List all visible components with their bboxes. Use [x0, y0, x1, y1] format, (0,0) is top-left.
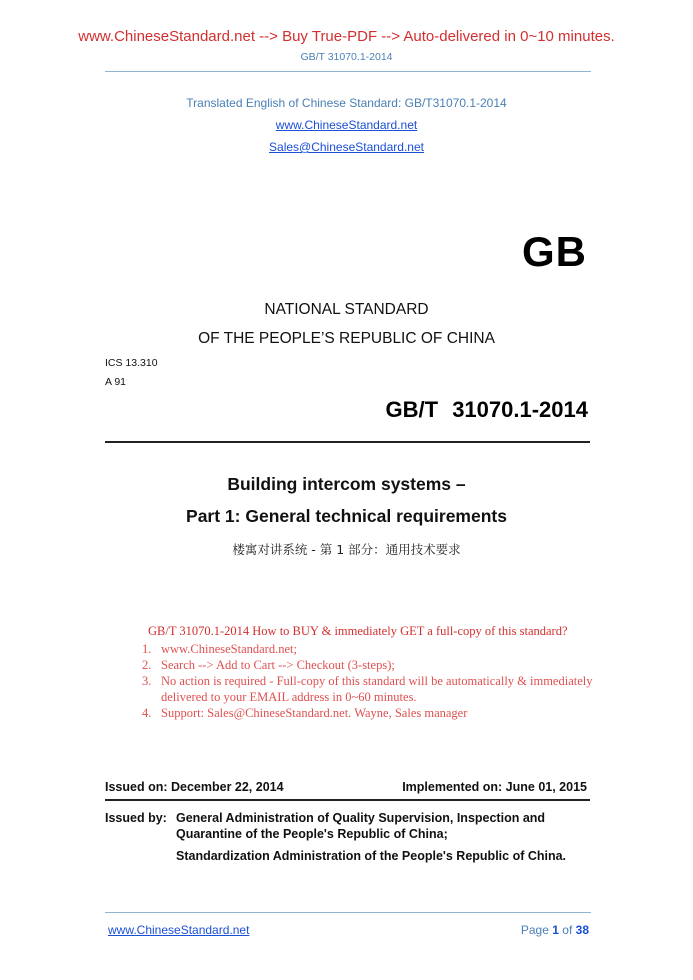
issued-by-label: Issued by:	[105, 811, 167, 825]
purchase-step	[142, 673, 608, 705]
promo-banner[interactable]: www.ChineseStandard.net --> Buy True-PDF --> Auto-delivered in 0~10 minutes.	[78, 28, 615, 45]
implemented-on-date: Implemented on: June 01, 2015	[402, 780, 587, 794]
purchase-step	[142, 657, 608, 673]
page-current: 1	[552, 923, 559, 937]
step-text: Support: Sales@ChineseStandard.net. Wayne, Sales manager	[161, 706, 468, 720]
title-divider	[105, 441, 590, 443]
document-title-chinese: 楼寓对讲系统 - 第 1 部分：通用技术要求	[232, 542, 461, 557]
step-number: 4.	[142, 706, 152, 720]
document-title-line1: Building intercom systems –	[227, 474, 466, 494]
footer-website-link[interactable]: www.ChineseStandard.net	[108, 923, 250, 937]
standard-number: GB/T 31070.1-2014	[385, 397, 588, 422]
sales-email-link[interactable]: Sales@ChineseStandard.net	[269, 140, 424, 154]
classification-code: A 91	[105, 376, 127, 388]
purchase-step	[142, 705, 608, 721]
document-title-line2: Part 1: General technical requirements	[186, 506, 507, 526]
step-number: 3.	[142, 674, 152, 688]
page-number	[521, 923, 589, 937]
website-link-wrap	[0, 118, 693, 132]
page-of: of	[562, 923, 573, 937]
ics-code: ICS 13.310	[105, 357, 158, 369]
republic-heading: OF THE PEOPLE’S REPUBLIC OF CHINA	[198, 330, 495, 347]
footer-website-wrap	[108, 923, 249, 937]
purchase-step	[142, 641, 608, 657]
step-text: No action is required - Full-copy of this standard will be automatically & immediately delivered to your EMAIL address in 0~60 minutes.	[161, 674, 593, 704]
translation-note: Translated English of Chinese Standard: GB/T31070.1-2014	[186, 96, 507, 110]
issued-by-block	[105, 810, 590, 864]
step-number: 1.	[142, 642, 152, 656]
footer-divider	[105, 912, 591, 913]
step-text: Search --> Add to Cart --> Checkout (3-steps);	[161, 658, 395, 672]
issue-divider	[105, 799, 590, 801]
step-text: www.ChineseStandard.net;	[161, 642, 297, 656]
issuer-first: General Administration of Quality Supervision, Inspection and Quarantine of the People's Republic of China;	[176, 811, 546, 841]
gb-logo: GB	[522, 228, 587, 275]
purchase-steps	[142, 641, 608, 721]
website-link[interactable]: www.ChineseStandard.net	[275, 118, 418, 132]
step-number: 2.	[142, 658, 152, 672]
email-link-wrap	[0, 140, 693, 154]
national-standard-heading: NATIONAL STANDARD	[264, 301, 429, 318]
purchase-instructions	[142, 624, 608, 721]
page-total: 38	[575, 923, 589, 937]
page-label: Page	[520, 923, 549, 937]
purchase-heading[interactable]: GB/T 31070.1-2014 How to BUY & immediately GET a full-copy of this standard?	[148, 624, 568, 638]
header-divider	[105, 71, 591, 72]
issued-on-date: Issued on: December 22, 2014	[105, 780, 284, 794]
issuer-second: Standardization Administration of the People's Republic of China.	[176, 849, 567, 863]
header-standard-code: GB/T 31070.1-2014	[300, 51, 393, 63]
